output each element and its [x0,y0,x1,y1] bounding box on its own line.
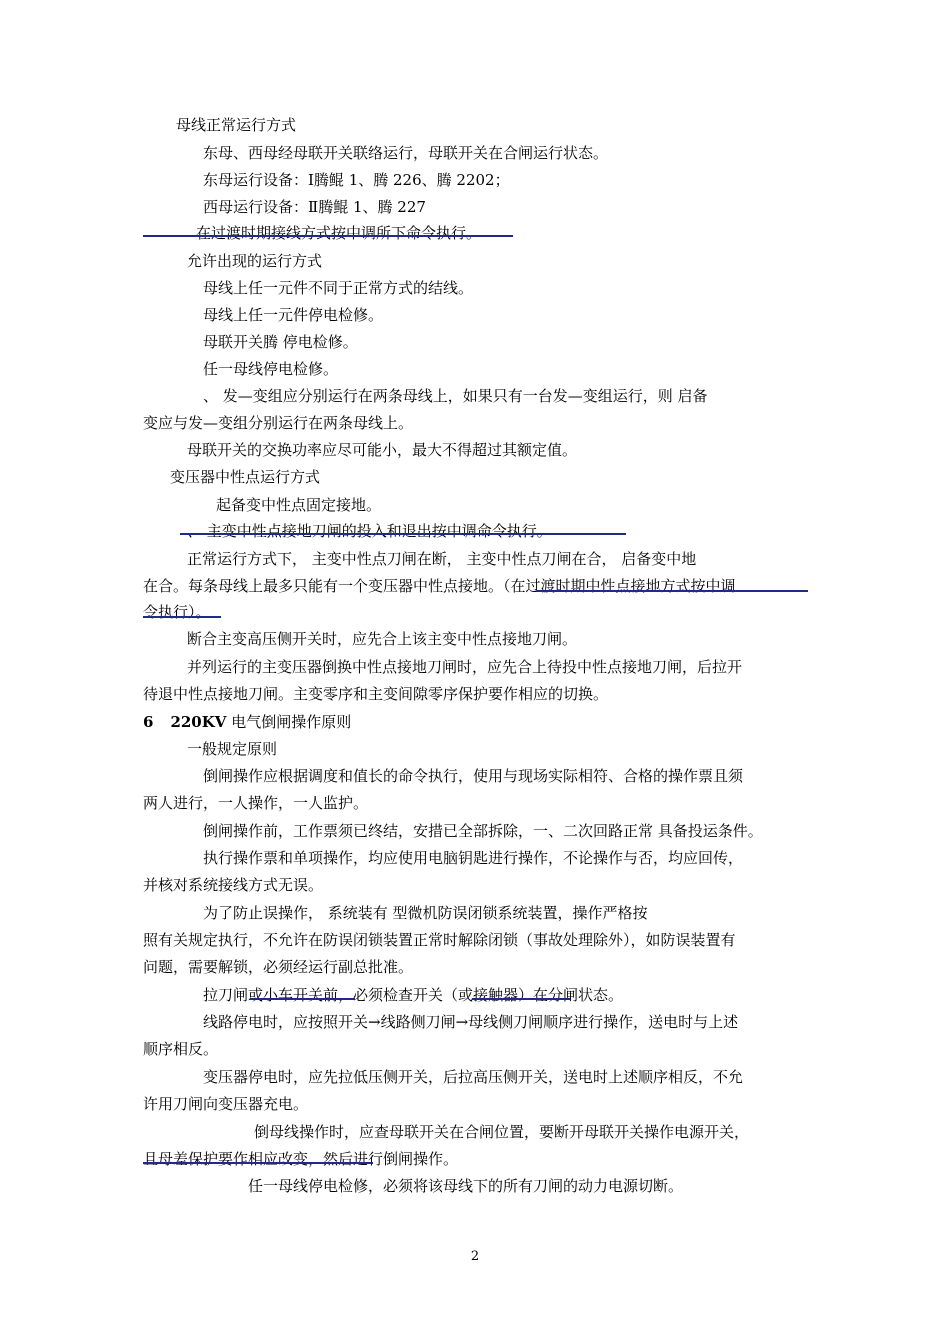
strikethrough-mark [143,235,513,237]
paragraph-line: 倒闸操作应根据调度和值长的命令执行，使用与现场实际相符、合格的操作票且须 [203,767,744,785]
paragraph-line: 顺序相反。 [143,1040,219,1058]
paragraph-line: 变应与发—变组分别运行在两条母线上。 [143,414,414,432]
paragraph-line: 待退中性点接地刀闸。主变零序和主变间隙零序保护要作相应的切换。 [143,685,609,703]
section-heading [143,711,351,733]
paragraph-line: 并核对系统接线方式无误。 [143,876,324,894]
paragraph-line: 并列运行的主变压器倒换中性点接地刀闸时，应先合上待投中性点接地刀闸，后拉开 [187,658,743,676]
paragraph-line: 倒母线操作时，应查母联开关在合闸位置，要断开母联开关操作电源开关， [254,1123,750,1141]
paragraph-line: 母线上任一元件不同于正常方式的结线。 [203,279,474,297]
paragraph-line: 为了防止误操作， 系统装有 型微机防误闭锁系统装置，操作严格按 [203,904,648,922]
paragraph-line: 两人进行，一人操作，一人监护。 [143,794,369,812]
section-number: 6 [143,713,154,731]
strikethrough-mark [536,590,808,592]
paragraph-line: 、 发—变组应分别运行在两条母线上，如果只有一台发—变组运行，则 启备 [203,387,708,405]
paragraph-line: 照有关规定执行，不允许在防误闭锁装置正常时解除闭锁（事故处理除外），如防误装置有 [143,931,736,949]
paragraph-line: 任一母线停电检修，必须将该母线下的所有刀闸的动力电源切断。 [248,1177,684,1195]
section-voltage: 220KV [170,713,227,731]
paragraph-line: 执行操作票和单项操作，均应使用电脑钥匙进行操作，不论操作与否，均应回传， [203,849,744,867]
paragraph-line: 倒闸操作前，工作票须已终结，安措已全部拆除，一、二次回路正常 具备投运条件。 [203,822,763,840]
section-title: 电气倒闸操作原则 [226,713,352,731]
paragraph-line: 任一母线停电检修。 [203,360,339,378]
heading-bus-normal-mode: 母线正常运行方式 [176,116,297,134]
heading-neutral-point-mode: 变压器中性点运行方式 [170,468,321,486]
page-number: 2 [470,1249,480,1264]
strikethrough-mark [143,616,221,618]
paragraph-line: 且母差保护要作相应改变，然后进行倒闸操作。 [143,1150,459,1168]
paragraph-line: 在合。每条母线上最多只能有一个变压器中性点接地。（在过渡时期中性点接地方式按中调 [143,577,736,595]
struck-line: 、 主变中性点接地刀闸的投入和退出按中调命令执行。 [187,522,552,540]
paragraph-line: 起备变中性点固定接地。 [216,496,382,514]
heading-general-principles: 一般规定原则 [187,740,278,758]
struck-line: 在过渡时期接线方式按中调所下命令执行。 [196,224,482,242]
strikethrough-mark [180,533,626,535]
struck-line: 令执行）。 [143,603,211,621]
paragraph-line: 母联开关腾 停电检修。 [203,333,358,351]
strikethrough-mark [472,998,570,1000]
paragraph-line: 变压器停电时，应先拉低压侧开关，后拉高压侧开关，送电时上述顺序相反，不允 [203,1068,744,1086]
paragraph-line: 问题，需要解锁，必须经运行副总批准。 [143,958,414,976]
strikethrough-mark [250,998,355,1000]
paragraph-line: 许用刀闸向变压器充电。 [143,1095,309,1113]
paragraph-line: 拉刀闸或小车开关前，必须检查开关（或接触器）在分闸状态。 [203,986,624,1004]
paragraph-line: 母线上任一元件停电检修。 [203,306,384,324]
strikethrough-mark [143,1162,373,1164]
paragraph-line: 母联开关的交换功率应尽可能小，最大不得超过其额定值。 [187,441,578,459]
heading-allowed-modes: 允许出现的运行方式 [187,252,323,270]
paragraph-line: 断合主变高压侧开关时，应先合上该主变中性点接地刀闸。 [187,630,578,648]
paragraph-line: 线路停电时，应按照开关→线路侧刀闸→母线侧刀闸顺序进行操作，送电时与上述 [203,1013,739,1031]
paragraph-line: 西母运行设备：Ⅱ腾鲲 1、腾 227 [203,198,426,216]
paragraph-line: 东母运行设备：Ⅰ腾鲲 1、腾 226、腾 2202； [203,171,510,189]
paragraph-line: 正常运行方式下， 主变中性点刀闸在断， 主变中性点刀闸在合， 启备变中地 [187,550,697,568]
paragraph-line: 东母、西母经母联开关联络运行，母联开关在合闸运行状态。 [203,144,609,162]
